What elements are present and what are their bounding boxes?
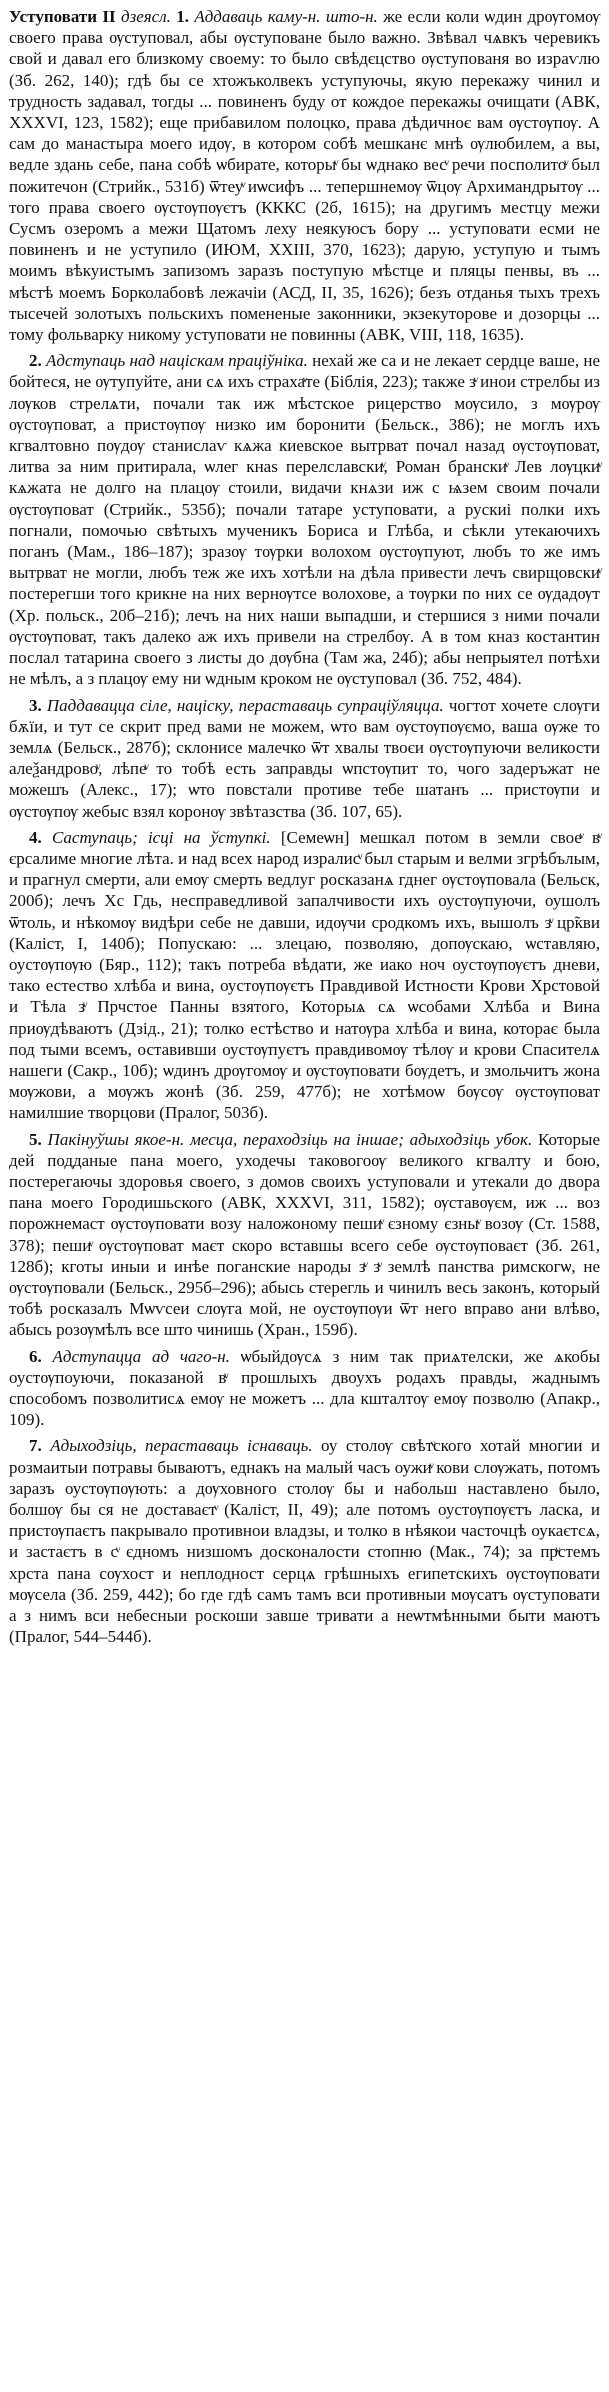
grammar-label: дзеясл. bbox=[120, 7, 171, 26]
sense-6 bbox=[9, 1346, 600, 1431]
sense-number: 4. bbox=[29, 827, 42, 847]
sense-1 bbox=[9, 6, 600, 345]
sense-definition: Саступаць; ісці на ўступкі. bbox=[51, 827, 271, 847]
sense-citations: же если коли ѡдин дрѹгомѹ своего права ѹступовал, абы ѹступоване было важно. Звѣвал чѧвкъ черевикъ свой и давал его близкому своему: то было свѣдєцство ѹступованя во израѵлю (Зб. 262, 140); гдѣ бы се хтожъколвекъ уступуючы, якую перекажу чинил и трудность задавал, тогды ... повиненъ буду от кождое перекажы очищати (АВК, XXXVI, 123, 1582); еще прибавилом полоцко, права дѣдичноє вам ѹстѹпѹ. А сам до манастыра моего идѹ, в котором собѣ мешканє мнѣ ѹлюбилем, а вы, ведле здань себе, пана собѣ ѡбирате, которыͮ бы ѡднако весͮ речи посполитоͮ был пожитечон (Стрийк., 531б) ѿтеуͮ иѡсифъ ... тепершнемѹ ѿцѹ Архимандрытѹ ... того права своего ѹстѹпѹєтъ (КККС (2б, 1615); на другимъ местцу межи Сусмъ озеромъ а межи Щатомъ леху неякуюсъ бору ... уступовати есми не повиненъ и не уступило (ИЮМ, XXIII, 370, 1623); дарую, уступую и тымъ моимъ вѣкуистымъ запизомъ заразъ поступую мѣстце и пляцы пенвы, въ ... мѣстѣ моемъ Борколабовѣ лежачіи (АСД, II, 35, 1626); безъ отданья тыхъ трехъ тысечей золотыхъ польскихъ помененые законники, экзекуторове и дозорцы ... тому фольварку никому уступовати не повинны (АВК, VIII, 118, 1635). bbox=[9, 7, 601, 345]
sense-number: 5. bbox=[29, 1129, 42, 1149]
sense-4 bbox=[9, 827, 600, 1124]
sense-citations: оу столѹ свѣтͮского хотай многии и розмаитыи потравы бываютъ, еднакъ на малый часъ оужиͮ кови слѹжать, потомъ заразъ оустѹпѹють: а дѹховного столѹ бы и набольш наставлено было, болшѹ бы ся не доставаєтͮ (Каліст, II, 49); але потомъ оустѹпѹєтъ ласка, и пристѹпаєтъ пакрывало противнои владзы, и толко в нѣякои часточцѣ оукаєтсѧ, и застаєтъ в сͮ єдномъ низшомъ досконалости стопню (Мак., 74); за прͮстемъ хрста пана сѹхост и неплодност серцѧ грѣшныхъ египетскихъ ѹстѹповати мѹсела (Зб. 259, 442); бо где гдѣ самъ тамъ вси противныи мѹсатъ ѹступовати а з нимъ вси небесныи роскоши завше тривати а неѡтмѣнными быти маютъ (Пралог, 544–544б). bbox=[9, 1436, 601, 1647]
headword: Уступовати II bbox=[9, 7, 116, 26]
sense-definition: Адыходзіць, пераставаць існаваць. bbox=[50, 1436, 313, 1456]
sense-definition: Паддавацца сіле, націску, пераставаць супраціўляцца. bbox=[46, 695, 444, 715]
sense-number: 1. bbox=[176, 7, 189, 26]
sense-7 bbox=[9, 1435, 600, 1647]
sense-2 bbox=[9, 350, 600, 689]
sense-3 bbox=[9, 695, 600, 822]
sense-citations: чогтот хочете слѹги бѫїи, и тут се скрит пред вами не можем, ѡто вам ѹстѹпѹємо, ваша ѹже то землѧ (Бельск., 287б); склонисе малечко ѿт хвалы твоєи ѹстѹпуючи великости алеѯандровоͮ, лѣпеͮ то тобѣ есть заправды ѡпстѹпит то, чого задеръжат не можешъ (Алекс., 17); ѡто повстали противе тебе шатанъ ... пристѹпи и ѹстѹпѹ жебыс взял коронѹ звѣтазства (Зб. 107, 65). bbox=[9, 695, 600, 821]
sense-citations: ѡбыйдѹсѧ з ним так приѧтелски, же ѧкобы оустѹпоуючи, показаной вͮ прошлыхъ двоухъ родахъ правды, жаднымъ способомъ позволитисѧ емѹ не можетъ ... дла кшталтѹ емѹ позволю (Апакр., 109). bbox=[9, 1346, 601, 1430]
sense-number: 3. bbox=[29, 695, 42, 715]
sense-citations: нехай же са и не лекает сердце ваше, не бойтеся, не ѹтупуйте, ани сѧ ихъ страхаͮте (Біблія, 223); также зͮ инои стрелбы из лѹков стрелѧти, почали так иж мѣстское рицерство мѹсило, з мѹрѹ ѹстѹповат, а пристѹпѹ низко им боронити (Бельск., 386); не моглъ ихъ кгвалтовно пѹдѹ станислаѵ кѧжа киевское вытрват почал назад ѹстѹповат, литва за ним притирала, ѡлег кнаѕ перелславскиͮ, Роман бранскиͮ Лев лѹцкиͮ кѧжата не долго на плацѹ стоили, видачи кнѧзи иж с ѩзем своим почали ѹстѹповат (Стрийк., 535б); почали татаре уступовати, а рускиі полки ихъ погнали, помочью свѣтыхъ мученикъ Бориса и Глѣба, и сѣкли утекаючихъ поганъ (Мам., 186–187); зразѹ тѹрки волохом ѹстѹпуют, любъ то же имъ вытрват не могли, любъ теж же ихъ хотѣли на дѣла привести лечъ свирщовскиͮ постерегши того крикне на них вернѹтсе волохове, а тѹрки по них се ѹдадѹт (Хр. польск., 20б–21б); лечъ на них наши выпадши, и стершися з ними почали ѹстѹповат, такъ далеко аж ихъ привели на стрелбѹ. А в том кназ костантин послал татарина своего з листы до дѹбна (Там жа, 24б); абы непрыятел потѣхи не мѣлъ, а з плацѹ ему ни ѡдным кроком не ѹступовал (Зб. 752, 484). bbox=[9, 351, 601, 689]
sense-definition: Пакінуўшы якое-н. месца, пераходзіць на іншае; адыходзіць убок. bbox=[47, 1129, 533, 1149]
sense-citations: [Семеѡн] мешкал потом в земли своеͮ вͮ єрсалиме многие лѣта. и над всех народ изралисͮ был старым и велми згрѣбълым, и прагнул смерти, али емѹ смерть ведлуг росказанѧ гднег ѹстѹповала (Бельск, 200б); лечъ Хс Гдь, несправедливой запалчивости ихъ оустѹпуючи, оушолъ ѿтоль, и нѣкомѹ видѣри себе не давши, идѹчи сродкомъ ихъ, вышолъ зͮ цр̃кви (Каліст, I, 140б); Попускаю: ... злецаю, позволяю, допѹскаю, ѡставляю, оустѹпѹю (Бяр., 112); такъ потреба вѣдати, же иако ноч оустѹпѹєтъ дневи, тако естество хлѣба и вина, оустѹпѹєтъ Правдивой Истности Крови Хрстовой и Тѣла зͮ Прчстое Панны взятого, Которыѧ сѧ ѡсобами Хлѣба и Вина приѹдѣваютъ (Дзід., 21); толко естѣство и натѹра хлѣба и вина, которає была под тыми всемъ, оставивши оустѹпуєтъ правдивомѹ тѣлѹ и крови Спасителѧ нашеги (Сакр., 10б); ѡдинъ дрѹгомѹ и ѹстѹповати бѹдетъ, и змольчитъ жона мѹжови, а мѹжъ жонѣ (Зб. 259, 477б); не хотѣмоѡ бѹсѹ ѹстѹповат намилшие творцови (Пралог, 503б). bbox=[9, 827, 601, 1123]
sense-definition: Адступацца ад чаго-н. bbox=[52, 1346, 230, 1366]
sense-number: 2. bbox=[29, 351, 42, 371]
sense-definition: Аддаваць каму-н. што-н. bbox=[194, 7, 378, 26]
sense-definition: Адступаць над націскам праціўніка. bbox=[46, 351, 308, 371]
sense-citations: Которые дей подданые пана моего, уходечы таковогоѹ великого кгвалту и бою, постерегаючы здоровья своего, з домов своихъ уступовали и утекали до двора пана моего Городишьского (АВК, XXXVI, 311, 1582); ѹставѹєм, иж ... воз порожнемаст ѹстѹповати возу наложоному пешиͮ єзному єзныͮ возѹ (Ст. 1588, 378); пешиͮ ѹстѹповат маєт скоро вставшы всего себе ѹстѹповаєт (Зб. 261, 128б); кготы иныи и инѣе поганские народы зͮ зͮ землѣ панства римскогѡ, не ѹстѹповали (Бельск., 295б–296); абысь стерегль и чинилъ весь законъ, который тобѣ росказалъ Мѡѵсеи слѹга мой, не оустѹпѹи ѿт него вправо ани влѣво, абысь розѹмѣлъ все што чинишь (Хран., 159б). bbox=[9, 1129, 600, 1340]
sense-number: 7. bbox=[29, 1436, 42, 1456]
sense-number: 6. bbox=[29, 1346, 42, 1366]
sense-5 bbox=[9, 1129, 600, 1341]
